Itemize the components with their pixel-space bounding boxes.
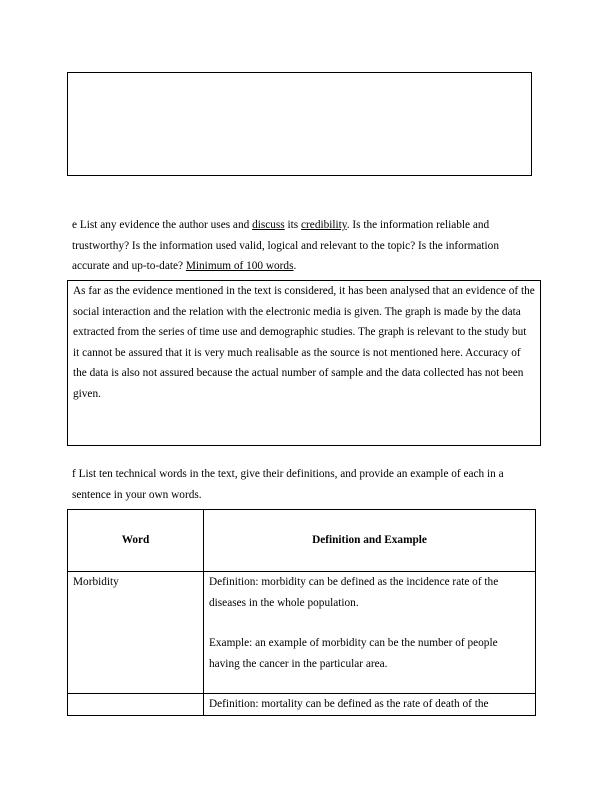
paragraph-gap	[209, 614, 530, 633]
credibility-term: credibility	[301, 219, 347, 231]
question-e-text-mid: its	[284, 219, 302, 231]
question-e-text: e List any evidence the author uses and	[72, 219, 253, 231]
discuss-term: discuss	[252, 219, 285, 231]
question-e-text-after: . Is the information reliable and trustworthy? Is the information used valid, logical and relevant to the topic? Is the information accurate and up-to-date?	[72, 219, 499, 272]
table-header-row	[68, 510, 536, 572]
word-cell: Morbidity	[68, 572, 204, 694]
word-cell	[68, 694, 204, 716]
question-e-end: .	[293, 260, 297, 272]
vocabulary-table	[67, 509, 536, 716]
header-definition-example: Definition and Example	[204, 510, 536, 572]
table-row	[68, 572, 536, 694]
question-e	[72, 215, 532, 277]
blank-answer-box	[67, 72, 532, 176]
answer-e-box	[67, 280, 541, 446]
answer-e-text: As far as the evidence mentioned in the text is considered, it has been analysed that an evidence of the social interaction and the relation with the electronic media is given. The graph is made by the data extracted from the series of time use and demographic studies. The graph is relevant to the study but it cannot be assured that it is very much realisable as the source is not mentioned here. Accuracy of the data is also not assured because the actual number of sample and the data collected has not been given.	[73, 285, 535, 400]
definition-example-cell	[204, 694, 536, 716]
minimum-words-note: Minimum of 100 words	[185, 260, 294, 272]
header-word: Word	[68, 510, 204, 572]
definition-text: Definition: mortality can be defined as the rate of death of the	[209, 698, 489, 710]
question-f: f List ten technical words in the text, give their definitions, and provide an example of each in a sentence in your own words.	[72, 468, 504, 501]
definition-text: Definition: morbidity can be defined as the incidence rate of the diseases in the whole population.	[209, 576, 499, 609]
example-text: Example: an example of morbidity can be the number of people having the cancer in the particular area.	[209, 637, 498, 670]
definition-example-cell	[204, 572, 536, 694]
table-row	[68, 694, 536, 716]
